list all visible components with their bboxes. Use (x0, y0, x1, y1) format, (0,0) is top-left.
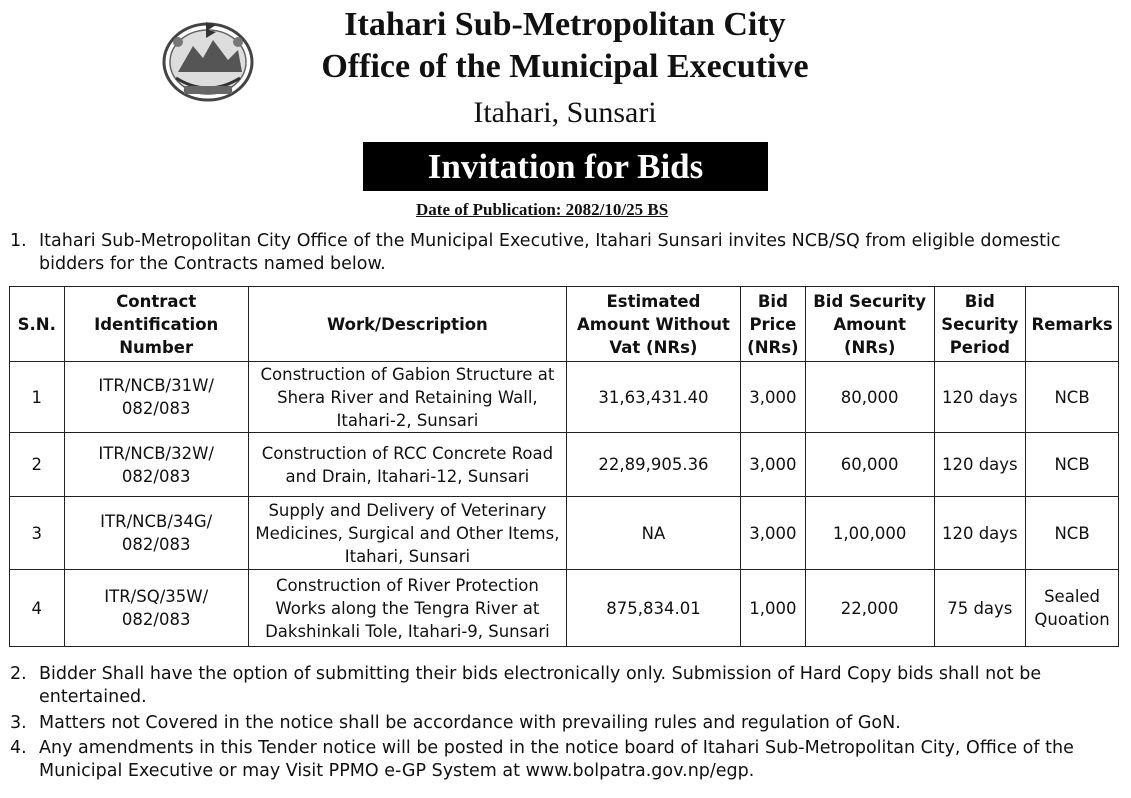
cell-work-description: Construction of RCC Concrete Road and Drain, Itahari-12, Sunsari (248, 433, 566, 497)
clause-4 (10, 737, 1120, 783)
cell-bid-price: 3,000 (740, 433, 805, 497)
cell-work-description: Supply and Delivery of Veterinary Medicines, Surgical and Other Items, Itahari, Sunsari (248, 497, 566, 570)
cell-estimated-amount: 22,89,905.36 (566, 433, 740, 497)
cell-work-description: Construction of Gabion Structure at Shera River and Retaining Wall, Itahari-2, Sunsari (248, 362, 566, 433)
cell-estimated-amount: 31,63,431.40 (566, 362, 740, 433)
col-contract-id: Contract Identification Number (64, 287, 248, 362)
col-estimated-amount: Estimated Amount Without Vat (NRs) (566, 287, 740, 362)
cell-bid-security-amount: 80,000 (805, 362, 934, 433)
table-header-row (10, 287, 1119, 362)
col-work-description: Work/Description (248, 287, 566, 362)
cell-contract-id: ITR/NCB/32W/ 082/083 (64, 433, 248, 497)
cell-remarks: NCB (1026, 433, 1119, 497)
clause-text: Any amendments in this Tender notice will be posted in the notice board of Itahari Sub-Metropolitan City, Office of the Municipal Executive or may Visit PPMO e-GP System at www.bolpatra.gov.np/egp. (39, 738, 1074, 781)
col-remarks: Remarks (1026, 287, 1119, 362)
cell-sn: 3 (10, 497, 65, 570)
cell-remarks: NCB (1026, 497, 1119, 570)
clause-number: 4. (10, 738, 27, 758)
clause-number: 1. (10, 231, 27, 251)
clause-2 (10, 663, 1120, 709)
cell-bid-price: 3,000 (740, 362, 805, 433)
clause-1 (10, 230, 1120, 276)
bids-table (9, 286, 1119, 647)
clause-3 (10, 712, 1120, 735)
cell-contract-id: ITR/SQ/35W/ 082/083 (64, 570, 248, 647)
cell-bid-security-period: 120 days (934, 497, 1026, 570)
cell-bid-security-amount: 60,000 (805, 433, 934, 497)
cell-estimated-amount: NA (566, 497, 740, 570)
cell-bid-security-amount: 22,000 (805, 570, 934, 647)
col-sn: S.N. (10, 287, 65, 362)
clause-text: Itahari Sub-Metropolitan City Office of the Municipal Executive, Itahari Sunsari invites NCB/SQ from eligible domestic bidders for the Contracts named below. (39, 231, 1061, 274)
cell-sn: 4 (10, 570, 65, 647)
office-name: Office of the Municipal Executive (321, 48, 809, 85)
cell-bid-security-amount: 1,00,000 (805, 497, 934, 570)
cell-bid-price: 3,000 (740, 497, 805, 570)
cell-bid-security-period: 120 days (934, 362, 1026, 433)
table-row (10, 433, 1119, 497)
cell-remarks: Sealed Quoation (1026, 570, 1119, 647)
cell-bid-security-period: 120 days (934, 433, 1026, 497)
notice-title-banner: Invitation for Bids (363, 142, 768, 191)
table-row (10, 497, 1119, 570)
table-row (10, 362, 1119, 433)
clause-text: Matters not Covered in the notice shall be accordance with prevailing rules and regulation of GoN. (39, 713, 901, 733)
col-bid-security-amount: Bid Security Amount (NRs) (805, 287, 934, 362)
cell-bid-security-period: 75 days (934, 570, 1026, 647)
col-bid-security-period: Bid Security Period (934, 287, 1026, 362)
clause-text: Bidder Shall have the option of submitting their bids electronically only. Submission of Hard Copy bids shall not be entertained. (39, 664, 1042, 707)
table-row (10, 570, 1119, 647)
cell-sn: 2 (10, 433, 65, 497)
cell-contract-id: ITR/NCB/31W/ 082/083 (64, 362, 248, 433)
col-bid-price: Bid Price (NRs) (740, 287, 805, 362)
nepal-emblem-icon (158, 16, 258, 104)
cell-contract-id: ITR/NCB/34G/ 082/083 (64, 497, 248, 570)
clause-number: 2. (10, 664, 27, 684)
publication-date: Date of Publication: 2082/10/25 BS (416, 200, 669, 219)
organization-name: Itahari Sub-Metropolitan City (344, 6, 786, 43)
cell-work-description: Construction of River Protection Works along the Tengra River at Dakshinkali Tole, Itahari-9, Sunsari (248, 570, 566, 647)
clause-number: 3. (10, 713, 27, 733)
office-location: Itahari, Sunsari (473, 96, 657, 129)
cell-sn: 1 (10, 362, 65, 433)
cell-estimated-amount: 875,834.01 (566, 570, 740, 647)
cell-bid-price: 1,000 (740, 570, 805, 647)
cell-remarks: NCB (1026, 362, 1119, 433)
